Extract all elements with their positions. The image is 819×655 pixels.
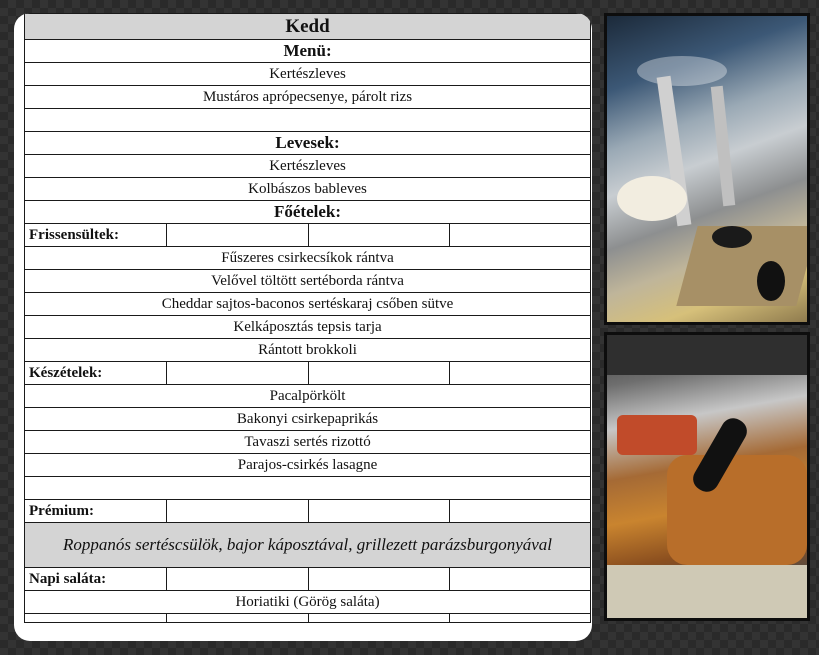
category-frissensultek: Frissensültek:: [25, 224, 167, 247]
blank-row: [25, 109, 591, 132]
ready-dish-item: Tavaszi sertés rizottó: [25, 431, 591, 454]
category-napi-salata: Napi saláta:: [25, 568, 167, 591]
salad-item: Horiatiki (Görög saláta): [25, 591, 591, 614]
blank-cell: [450, 224, 591, 247]
ready-dish-item: Bakonyi csirkepaprikás: [25, 408, 591, 431]
blank-cell: [167, 500, 309, 523]
category-keszetelek: Készételek:: [25, 362, 167, 385]
blank-cell: [450, 500, 591, 523]
blank-cell: [167, 568, 309, 591]
fried-chicken-buffet-photo: [604, 332, 810, 621]
menu-table: [24, 13, 591, 623]
soup-item: Kertészleves: [25, 155, 591, 178]
blank-cell: [167, 362, 309, 385]
blank-cell: [167, 224, 309, 247]
main-dish-item: Cheddar sajtos-baconos sertéskaraj csőben sütve: [25, 293, 591, 316]
ready-dish-item: Parajos-csirkés lasagne: [25, 454, 591, 477]
blank-cell: [309, 224, 450, 247]
blank-cell: [309, 500, 450, 523]
section-levesek-title: Levesek:: [25, 132, 591, 155]
ready-dish-item: Pacalpörkölt: [25, 385, 591, 408]
soup-item: Kolbászos bableves: [25, 178, 591, 201]
menu-card: [14, 13, 592, 641]
glare-highlight: [637, 56, 727, 86]
blank-cell: [309, 362, 450, 385]
blank-cell: [450, 362, 591, 385]
bowl: [617, 176, 687, 221]
sauce-tray: [617, 415, 697, 455]
blank-cell: [450, 614, 591, 623]
blank-cell: [450, 568, 591, 591]
blank-cell: [167, 614, 309, 623]
menu-item: Mustáros aprópecsenye, párolt rizs: [25, 86, 591, 109]
blank-cell: [25, 614, 167, 623]
main-dish-item: Fűszeres csirkecsíkok rántva: [25, 247, 591, 270]
menu-item: Kertészleves: [25, 63, 591, 86]
main-dish-item: Rántott brokkoli: [25, 339, 591, 362]
day-title: Kedd: [25, 14, 591, 40]
blank-cell: [309, 568, 450, 591]
main-dish-item: Kelkáposztás tepsis tarja: [25, 316, 591, 339]
main-dish-item: Velővel töltött sertéborda rántva: [25, 270, 591, 293]
buffet-hot-counter-photo: [604, 13, 810, 325]
blank-row: [25, 477, 591, 500]
ladle-icon: [757, 261, 785, 301]
counter-pole: [711, 86, 735, 207]
category-premium: Prémium:: [25, 500, 167, 523]
fried-food: [667, 455, 807, 565]
section-menu-title: Menü:: [25, 40, 591, 63]
section-foetelek-title: Főételek:: [25, 201, 591, 224]
counter-hood: [607, 335, 807, 375]
premium-item: Roppanós sertéscsülök, bajor káposztával, grillezett parázsburgonyával: [25, 523, 591, 568]
spatula-icon: [712, 226, 752, 248]
blank-cell: [309, 614, 450, 623]
foil-tray: [607, 565, 807, 621]
